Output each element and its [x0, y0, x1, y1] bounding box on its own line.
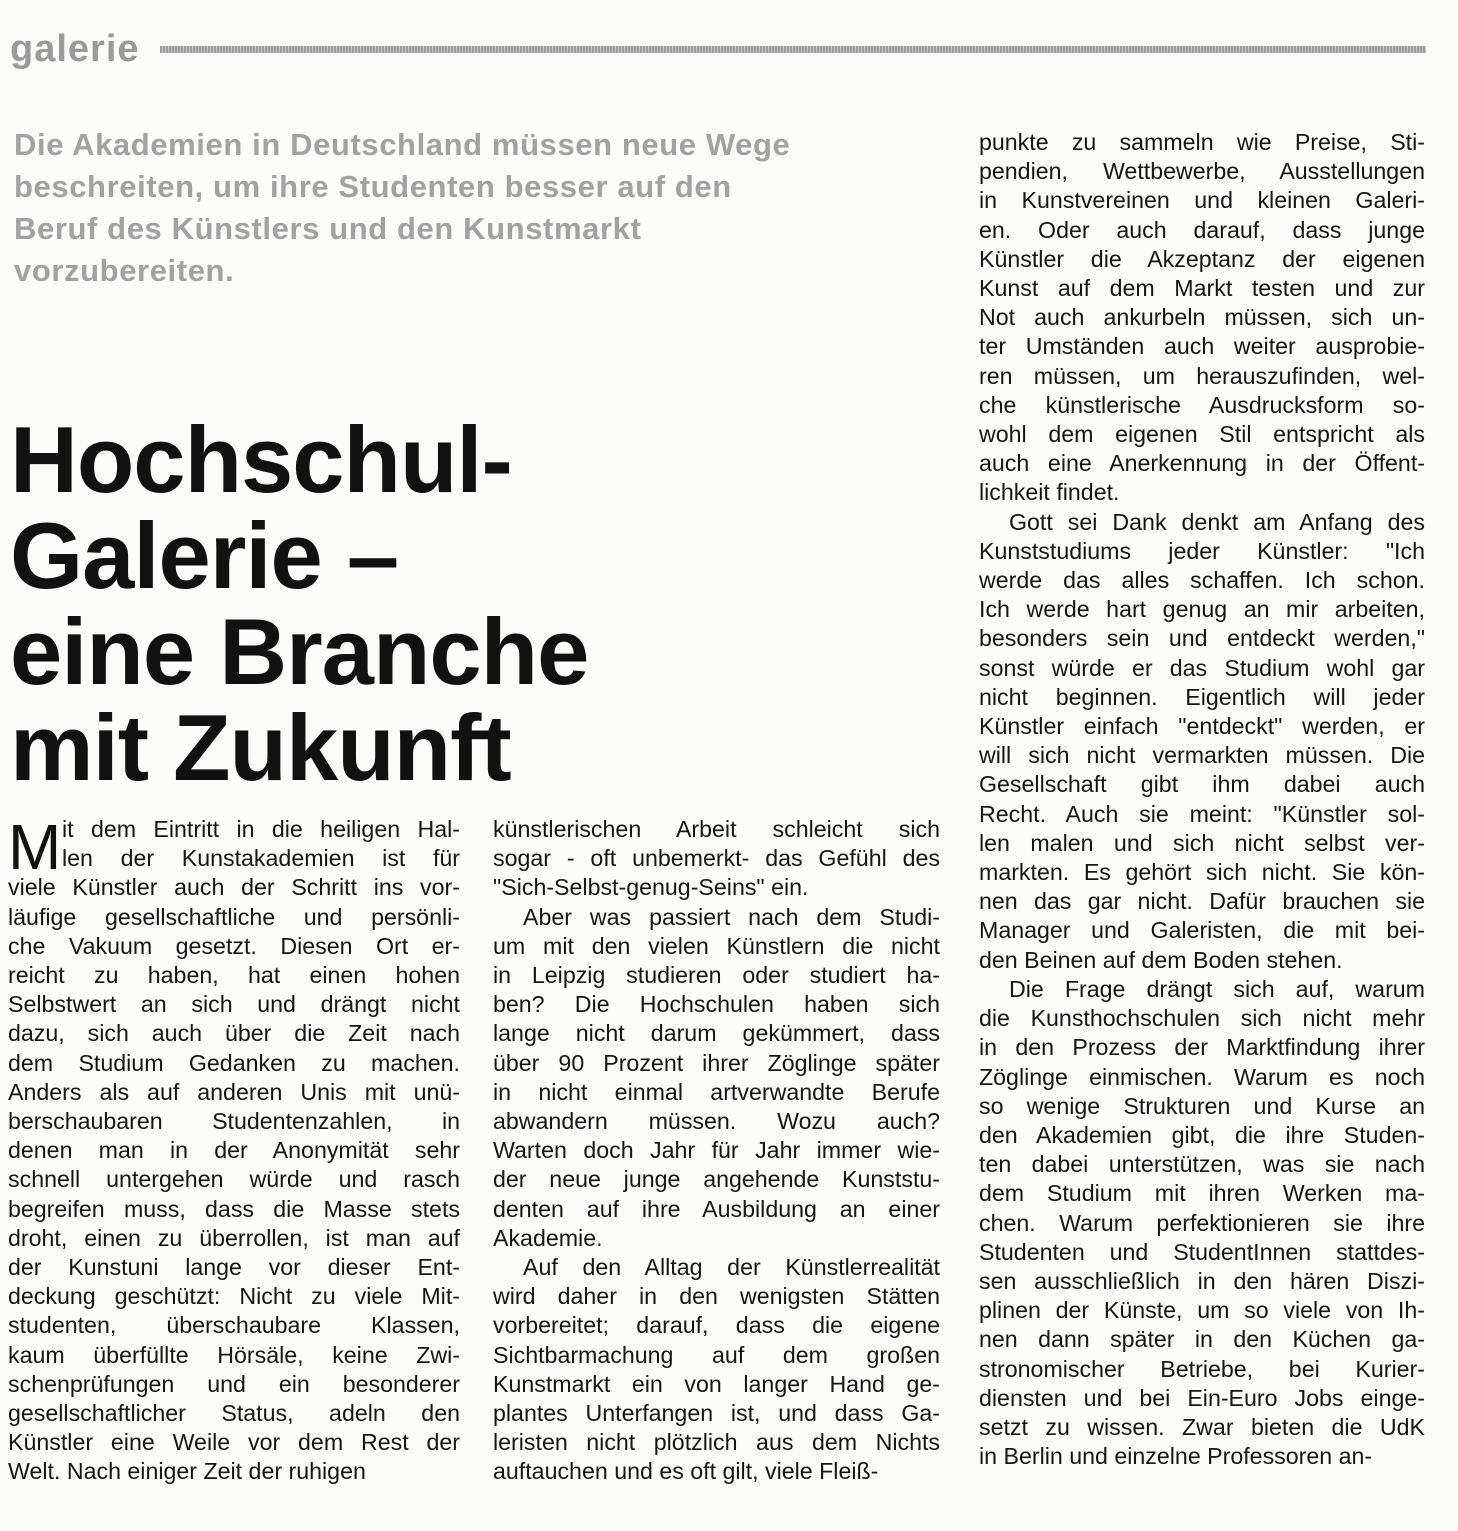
article-line: den Beinen auf dem Boden stehen.: [979, 946, 1343, 973]
article-line: Selbstwert an sich und drängt nicht: [8, 991, 460, 1018]
article-line: nen das gar nicht. Dafür brauchen sie: [979, 888, 1425, 915]
article-line: kaum überfüllte Hörsäle, keine Zwi-: [8, 1341, 460, 1368]
headline-line: mit Zukunft: [10, 695, 511, 800]
article-line: der Kunstuni lange vor dieser Ent-: [8, 1254, 460, 1281]
teaser-line: beschreiten, um ihre Studenten besser auf den: [14, 169, 732, 204]
article-line: reicht zu haben, hat einen hohen: [8, 962, 460, 989]
article-line: abwandern müssen. Wozu auch?: [493, 1108, 940, 1135]
article-line: dazu, sich auch über die Zeit nach: [8, 1020, 460, 1047]
article-line: Studenten und StudentInnen stattdes-: [979, 1238, 1425, 1265]
article-line: markten. Es gehört sich nicht. Sie kön-: [979, 859, 1425, 886]
article-line: leristen nicht plötzlich aus dem Nichts: [493, 1429, 940, 1456]
article-line: dem Studium Gedanken zu machen.: [8, 1049, 460, 1076]
article-line: Anders als auf anderen Unis mit unü-: [8, 1078, 460, 1105]
article-line: en. Oder auch darauf, dass junge: [979, 216, 1425, 243]
article-line: wohl dem eigenen Stil entspricht als: [979, 421, 1425, 448]
article-line: Gesellschaft gibt ihm dabei auch: [979, 771, 1425, 798]
article-line: ren müssen, um herauszufinden, wel-: [979, 362, 1425, 389]
article-line: sen ausschließlich in den hären Diszi-: [979, 1267, 1425, 1294]
article-line: in nicht einmal artverwandte Berufe: [493, 1078, 940, 1105]
article-line: der neue junge angehende Kunststu-: [493, 1166, 940, 1193]
article-line: len der Kunstakademien ist für: [62, 845, 460, 872]
section-label: galerie: [10, 28, 140, 70]
article-line: Künstler eine Weile vor dem Rest der: [8, 1429, 460, 1456]
article-line: um mit den vielen Künstlern die nicht: [493, 932, 940, 959]
article-line: che Vakuum gesetzt. Diesen Ort er-: [8, 932, 460, 959]
article-line: begreifen muss, dass die Masse stets: [8, 1195, 460, 1222]
article-line: den Akademien gibt, die ihre Studen-: [979, 1121, 1425, 1148]
article-line: auftauchen und es oft gilt, viele Fleiß-: [493, 1458, 879, 1485]
teaser-line: Beruf des Künstlers und den Kunstmarkt: [14, 211, 642, 246]
article-line: künstlerischen Arbeit schleicht sich: [493, 816, 940, 842]
article-line: auch eine Anerkennung in der Öffent-: [979, 450, 1425, 477]
article-column-2: [493, 815, 940, 1487]
article-line: wird daher in den wenigsten Stätten: [493, 1283, 940, 1310]
article-line: in den Prozess der Marktfindung ihrer: [979, 1034, 1425, 1061]
article-line: so wenige Strukturen und Kurse an: [979, 1092, 1425, 1119]
article-line: chen. Warum perfektionieren sie ihre: [979, 1209, 1425, 1236]
headline-line: Hochschul-: [10, 407, 512, 512]
article-line: sogar - oft unbemerkt- das Gefühl des: [493, 845, 940, 872]
article-line: Aber was passiert nach dem Studi-: [523, 903, 940, 930]
section-header: [10, 28, 1426, 70]
article-line: Ich werde hart genug an mir arbeiten,: [979, 596, 1425, 623]
article-line: punkte zu sammeln wie Preise, Sti-: [979, 129, 1425, 155]
article-line: Not auch ankurbeln müssen, sich un-: [979, 304, 1425, 331]
article-line: len malen und sich nicht selbst ver-: [979, 829, 1425, 856]
article-line: droht, einen zu überrollen, ist man auf: [8, 1224, 460, 1251]
article-line: in Leipzig studieren oder studiert ha-: [493, 962, 940, 989]
article-line: deckung geschützt: Nicht zu viele Mit-: [8, 1283, 460, 1310]
article-column-1: [8, 811, 460, 1487]
article-line: will sich nicht vermarkten müssen. Die: [979, 742, 1425, 769]
article-line: che künstlerische Ausdrucksform so-: [979, 391, 1425, 418]
article-line: ten dabei unterstützen, was sie nach: [979, 1151, 1425, 1178]
article-line: studenten, überschaubare Klassen,: [8, 1312, 460, 1339]
article-line: Kunstmarkt ein von langer Hand ge-: [493, 1370, 940, 1397]
article-line: schenprüfungen und ein besonderer: [8, 1370, 460, 1397]
article-line: it dem Eintritt in die heiligen Hal-: [62, 816, 460, 842]
article-line: Manager und Galeristen, die mit bei-: [979, 917, 1425, 944]
headline: [10, 407, 950, 800]
article-line: Recht. Auch sie meint: "Künstler sol-: [979, 800, 1425, 827]
article-line: diensten und bei Ein-Euro Jobs einge-: [979, 1384, 1425, 1411]
teaser-line: vorzubereiten.: [14, 253, 235, 288]
article-line: werde das alles schaffen. Ich schon.: [979, 567, 1425, 594]
article-line: denten auf ihre Ausbildung an einer: [493, 1195, 940, 1222]
article-line: nen dann später in den Küchen ga-: [979, 1326, 1425, 1353]
article-line: über 90 Prozent ihrer Zöglinge später: [493, 1049, 940, 1076]
article-line: läufige gesellschaftliche und persönli-: [8, 903, 460, 930]
article-column-3: [979, 128, 1425, 1471]
article-line: Kunst auf dem Markt testen und zur: [979, 275, 1425, 302]
article-line: vorbereitet; darauf, dass die eigene: [493, 1312, 940, 1339]
article-line: schnell untergehen würde und rasch: [8, 1166, 460, 1193]
article-line: Akademie.: [493, 1224, 603, 1251]
article-line: Sichtbarmachung auf dem großen: [493, 1341, 940, 1368]
article-line: gesellschaftlicher Status, adeln den: [8, 1400, 460, 1427]
article-line: Künstler die Akzeptanz der eigenen: [979, 245, 1425, 272]
headline-line: eine Branche: [10, 599, 589, 704]
article-line: Welt. Nach einiger Zeit der ruhigen: [8, 1458, 366, 1485]
article-line: ben? Die Hochschulen haben sich: [493, 991, 940, 1018]
article-line: nicht beginnen. Eigentlich will jeder: [979, 683, 1425, 710]
article-line: berschaubaren Studentenzahlen, in: [8, 1108, 460, 1135]
article-line: plantes Unterfangen ist, und dass Ga-: [493, 1400, 940, 1427]
article-line: viele Künstler auch der Schritt ins vor-: [8, 874, 460, 901]
article-line: lichkeit findet.: [979, 479, 1120, 506]
article-line: Gott sei Dank denkt am Anfang des: [1009, 508, 1425, 535]
drop-cap: M: [8, 811, 62, 883]
article-line: stronomischer Betriebe, bei Kurier-: [979, 1355, 1425, 1382]
article-line: in Kunstvereinen und kleinen Galeri-: [979, 187, 1425, 214]
article-line: Kunststudiums jeder Künstler: "Ich: [979, 537, 1425, 564]
article-line: Die Frage drängt sich auf, warum: [1009, 975, 1425, 1002]
teaser-line: Die Akademien in Deutschland müssen neue Wege: [14, 127, 791, 162]
article-line: plinen der Künste, um so viele von Ih-: [979, 1297, 1425, 1324]
article-line: Warten doch Jahr für Jahr immer wie-: [493, 1137, 940, 1164]
section-rule: [160, 46, 1426, 53]
article-line: sonst würde er das Studium wohl gar: [979, 654, 1425, 681]
article-line: ter Umständen auch weiter ausprobie-: [979, 333, 1425, 360]
article-line: besonders sein und entdeckt werden,": [979, 625, 1425, 652]
teaser: [14, 124, 954, 292]
article-line: dem Studium mit ihren Werken ma-: [979, 1180, 1425, 1207]
article-line: die Kunsthochschulen sich nicht mehr: [979, 1005, 1425, 1032]
headline-line: Galerie –: [10, 503, 399, 608]
article-line: denen man in der Anonymität sehr: [8, 1137, 460, 1164]
article-line: pendien, Wettbewerbe, Ausstellungen: [979, 158, 1425, 185]
article-line: setzt zu wissen. Zwar bieten die UdK: [979, 1413, 1425, 1440]
article-line: "Sich-Selbst-genug-Seins" ein.: [493, 874, 809, 901]
article-line: in Berlin und einzelne Professoren an-: [979, 1443, 1373, 1470]
article-line: lange nicht darum gekümmert, dass: [493, 1020, 940, 1047]
article-line: Künstler einfach "entdeckt" werden, er: [979, 713, 1425, 740]
article-line: Zöglinge einmischen. Warum es noch: [979, 1063, 1425, 1090]
article-line: Auf den Alltag der Künstlerrealität: [523, 1254, 940, 1281]
